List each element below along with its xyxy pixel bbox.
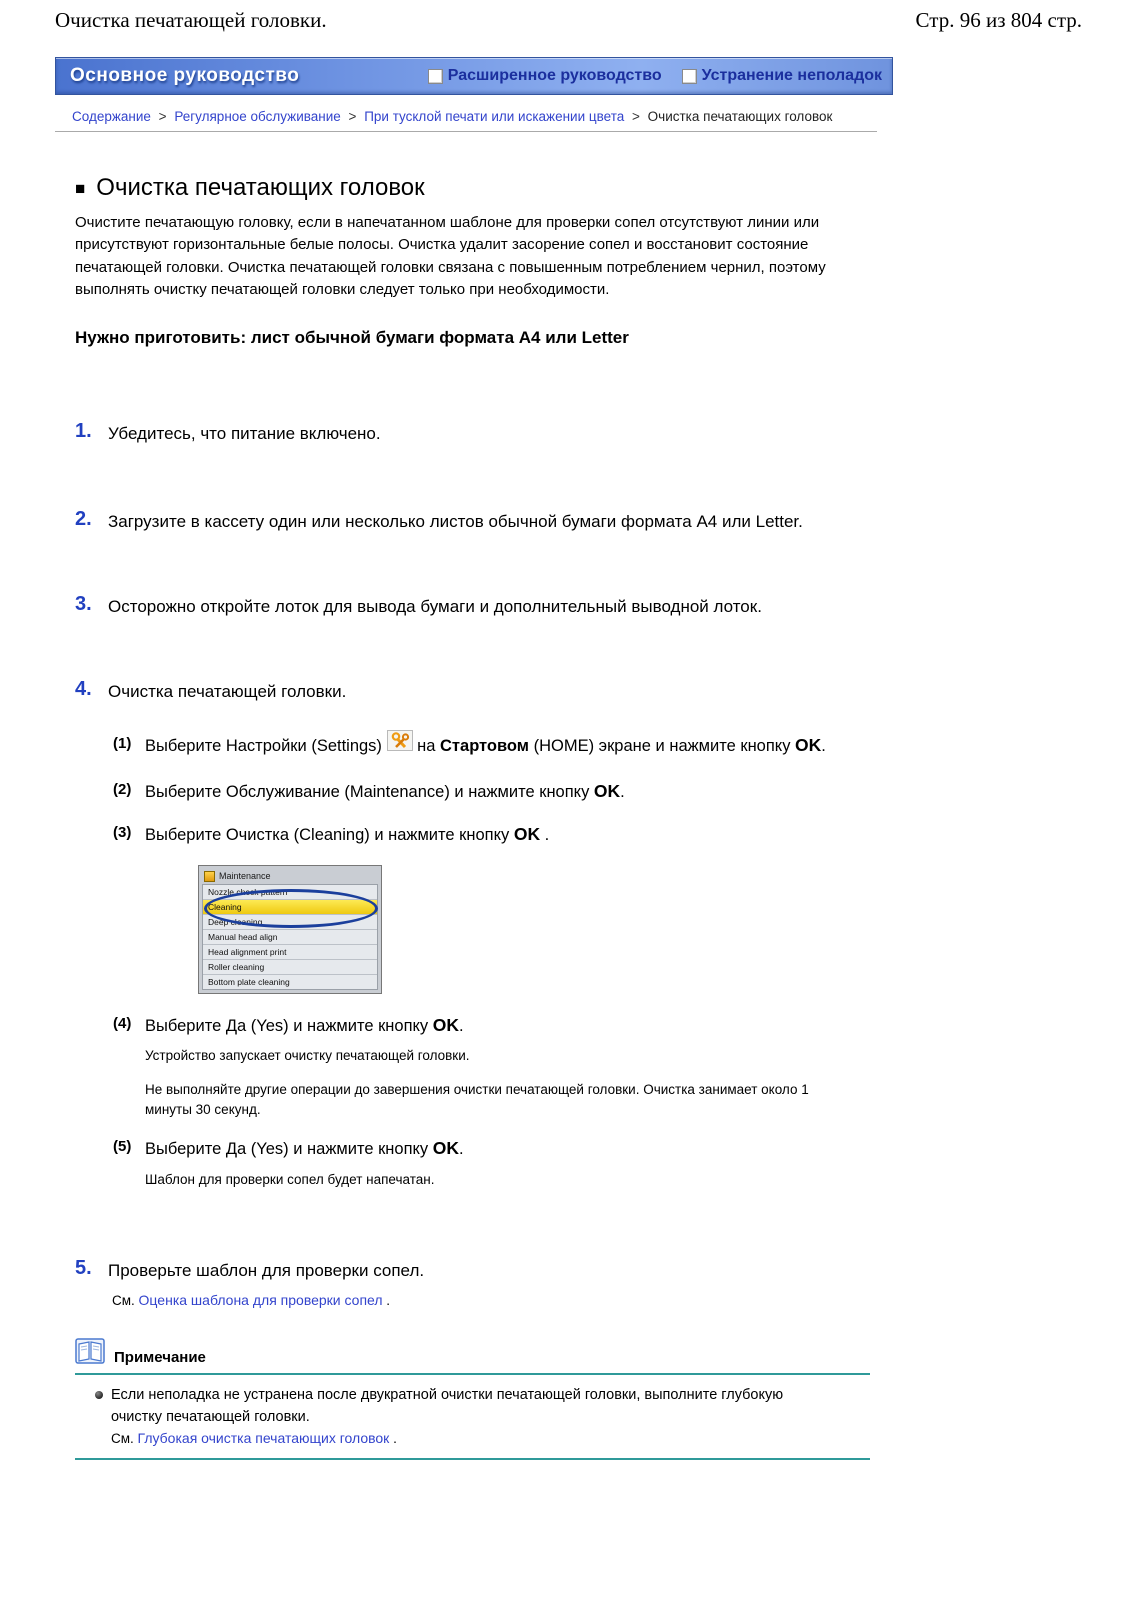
step-3 — [75, 593, 875, 620]
deep-cleaning-link[interactable]: Глубокая очистка печатающих головок — [137, 1430, 390, 1447]
step-5-text: Проверьте шаблон для проверки сопел. — [108, 1261, 425, 1281]
substep-1-text — [145, 732, 826, 762]
substep-1-number: (1) — [113, 735, 132, 753]
note-divider-bottom — [75, 1458, 870, 1460]
substep-3-text — [145, 821, 549, 849]
breadcrumb-separator: > — [632, 109, 640, 124]
advanced-guide-checkbox-icon — [428, 69, 443, 84]
note-see-line — [111, 1430, 875, 1446]
substep-3-number: (3) — [113, 824, 132, 842]
section-title-row — [75, 174, 875, 202]
menu-item-roller-cleaning: Roller cleaning — [203, 960, 377, 975]
page-number: Стр. 96 из 804 стр. — [915, 8, 1082, 32]
menu-item-bottom-plate-cleaning: Bottom plate cleaning — [203, 975, 377, 989]
step-1 — [75, 420, 875, 447]
nozzle-pattern-link[interactable]: Оценка шаблона для проверки сопел — [138, 1291, 383, 1308]
menu-title-text: Maintenance — [219, 871, 271, 882]
substep-1 — [113, 732, 875, 762]
substep-3-end: . — [540, 826, 550, 845]
menu-list — [202, 884, 378, 990]
step-3-number: 3. — [75, 592, 92, 615]
breadcrumb-separator: > — [348, 109, 357, 124]
substep-5-text — [145, 1135, 464, 1189]
menu-item-nozzle-check: Nozzle check pattern — [203, 885, 377, 900]
substep-1-post: (HOME) экране и нажмите кнопку — [533, 737, 791, 756]
substep-5-pre: Выберите Да (Yes) и нажмите кнопку — [145, 1140, 429, 1159]
settings-icon — [387, 730, 413, 760]
menu-item-head-alignment-print: Head alignment print — [203, 945, 377, 960]
bullet-icon — [95, 1391, 103, 1399]
menu-item-cleaning-selected: Cleaning — [203, 900, 377, 915]
substep-2-number: (2) — [113, 780, 132, 798]
troubleshooting-checkbox-icon — [682, 69, 697, 84]
step-4 — [75, 678, 875, 705]
step-4-number: 4. — [75, 677, 92, 700]
advanced-guide-label: Расширенное руководство — [447, 67, 662, 84]
troubleshooting-label: Устранение неполадок — [701, 67, 882, 84]
step-5 — [75, 1257, 875, 1284]
breadcrumb-link-faint-print[interactable]: При тусклой печати или искажении цвета — [364, 109, 625, 124]
menu-title-bar — [202, 869, 378, 884]
substep-2-end: . — [620, 782, 625, 801]
substep-4 — [113, 1012, 875, 1119]
substep-5-end: . — [459, 1140, 464, 1159]
substep-2-ok: OK — [593, 780, 621, 801]
maintenance-menu-screenshot — [198, 865, 382, 994]
step-2-text: Загрузите в кассету один или несколько листов обычной бумаги формата A4 или Letter. — [108, 512, 803, 532]
substep-1-pre: Выберите Настройки (Settings) — [145, 737, 382, 756]
substep-4-ok: OK — [432, 1014, 460, 1035]
basic-guide-title: Основное руководство — [70, 65, 300, 86]
substep-4-pre: Выберите Да (Yes) и нажмите кнопку — [145, 1016, 429, 1035]
substep-3-pre: Выберите Очистка (Cleaning) и нажмите кнопку — [145, 826, 510, 845]
note-divider-top — [75, 1373, 870, 1375]
substep-5-note-1: Шаблон для проверки сопел будет напечатан. — [145, 1171, 435, 1187]
step-2 — [75, 508, 875, 535]
step-5-see-line — [112, 1292, 875, 1308]
substep-1-home-bold: Стартовом — [440, 737, 529, 756]
square-bullet-icon: ■ — [75, 178, 86, 198]
troubleshooting-tab[interactable] — [682, 67, 882, 85]
substep-4-number: (4) — [113, 1014, 132, 1032]
step-1-number: 1. — [75, 419, 92, 442]
advanced-guide-tab[interactable] — [428, 67, 662, 85]
maintenance-icon — [204, 871, 215, 882]
breadcrumb-link-maintenance[interactable]: Регулярное обслуживание — [174, 109, 341, 124]
substep-3 — [113, 821, 875, 849]
substep-4-note-2: Не выполняйте другие операции до завершения очистки печатающей головки. Очистка занимает около 1 минуты 30 секунд. — [145, 1081, 809, 1117]
note-book-icon — [75, 1338, 105, 1369]
substep-4-text — [145, 1012, 845, 1119]
menu-item-deep-cleaning: Deep cleaning — [203, 915, 377, 930]
substep-5 — [113, 1135, 875, 1189]
step-5-number: 5. — [75, 1257, 92, 1280]
substep-2 — [113, 778, 875, 806]
section-title: Очистка печатающих головок — [96, 173, 425, 201]
breadcrumb-link-contents[interactable]: Содержание — [72, 109, 151, 124]
note-see-end: . — [389, 1431, 397, 1447]
see-label: См. — [111, 1431, 134, 1447]
substep-4-note-1: Устройство запускает очистку печатающей головки. — [145, 1048, 470, 1064]
step-4-text: Очистка печатающей головки. — [108, 681, 347, 701]
substep-5-ok: OK — [432, 1138, 460, 1159]
intro-paragraph: Очистите печатающую головку, если в напечатанном шаблоне для проверки сопел отсутствуют линии или присутствуют горизонтальные белые полосы. Очистка удалит засорение сопел и восстановит состояние печатающей головки. Очистка печатающей головки связана с повышенным потреблением чернил, поэтому выполнять очистку печатающей головки следует только при необходимости. — [75, 213, 826, 299]
requirement-line: Нужно приготовить: лист обычной бумаги формата A4 или Letter — [75, 327, 629, 347]
note-body — [95, 1385, 875, 1447]
see-label: См. — [112, 1292, 135, 1308]
step-1-text: Убедитесь, что питание включено. — [108, 423, 381, 443]
menu-item-manual-head-align: Manual head align — [203, 930, 377, 945]
page-header — [0, 0, 1132, 33]
substep-1-end: . — [821, 737, 826, 756]
substep-2-pre: Выберите Обслуживание (Maintenance) и нажмите кнопку — [145, 782, 590, 801]
note-label: Примечание — [114, 1348, 206, 1366]
page-title: Очистка печатающей головки. — [55, 8, 327, 32]
step-2-number: 2. — [75, 508, 92, 531]
breadcrumb-separator: > — [158, 109, 167, 124]
substep-4-end: . — [459, 1016, 464, 1035]
note-bullet-item — [95, 1385, 800, 1429]
step-3-text: Осторожно откройте лоток для вывода бумаги и дополнительный выводной лоток. — [108, 596, 762, 616]
substep-1-mid: на — [417, 737, 436, 756]
breadcrumb — [72, 106, 872, 128]
breadcrumb-current: Очистка печатающих головок — [647, 109, 833, 124]
substep-2-text — [145, 778, 625, 806]
substep-5-number: (5) — [113, 1138, 132, 1156]
substep-1-ok: OK — [795, 735, 822, 756]
guide-navbar — [55, 57, 893, 95]
note-header — [75, 1338, 875, 1369]
substep-3-ok: OK — [513, 824, 541, 845]
note-bullet-text: Если неполадка не устранена после двукратной очистки печатающей головки, выполните глубокую очистку печатающей головки. — [111, 1386, 784, 1425]
breadcrumb-divider — [55, 131, 877, 132]
see-end: . — [382, 1292, 391, 1308]
